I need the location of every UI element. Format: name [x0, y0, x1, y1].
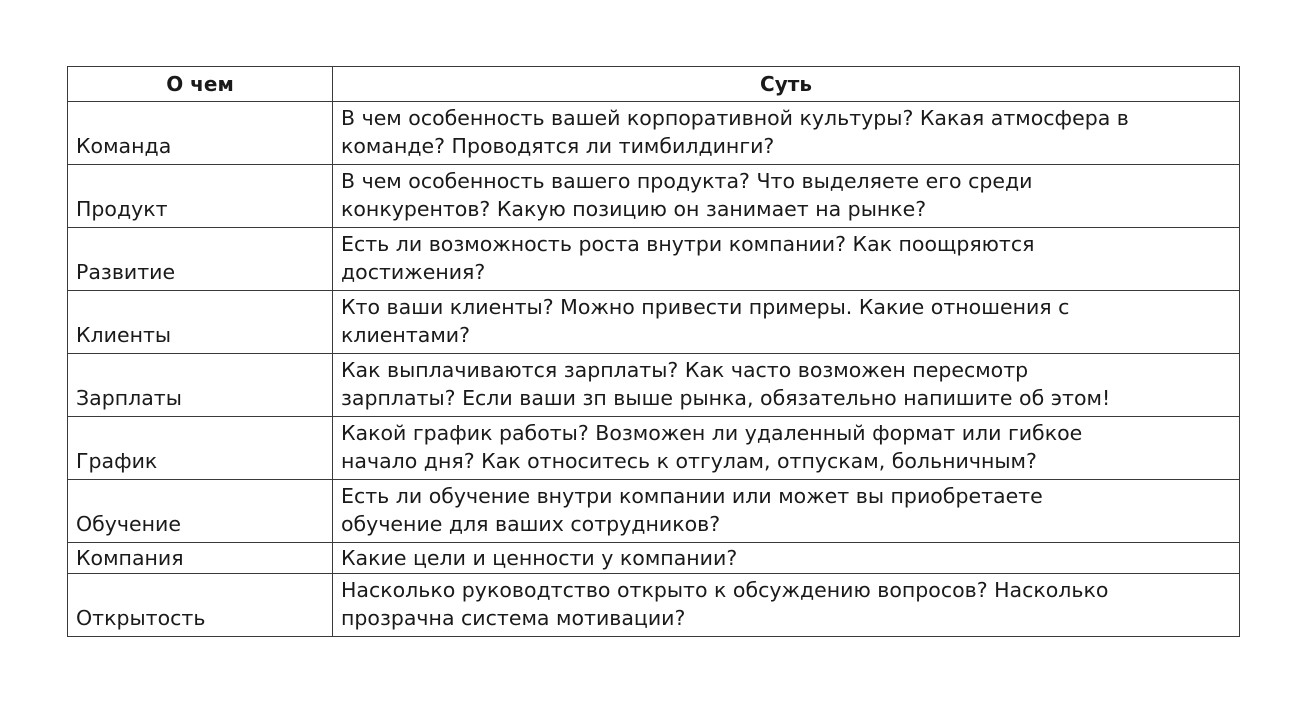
- topic-cell: Продукт: [68, 165, 333, 228]
- essence-cell: В чем особенность вашей корпоративной культуры? Какая атмосфера в команде? Проводятся ли тимбилдинги?: [333, 102, 1240, 165]
- table-header-row: [68, 67, 1240, 102]
- essence-cell: Кто ваши клиенты? Можно привести примеры. Какие отношения с клиентами?: [333, 291, 1240, 354]
- table-row: [68, 417, 1240, 480]
- topic-cell: Команда: [68, 102, 333, 165]
- table-row: [68, 574, 1240, 637]
- table-row: [68, 480, 1240, 543]
- header-essence: Суть: [333, 67, 1240, 102]
- topic-cell: Компания: [68, 543, 333, 574]
- table-row: [68, 354, 1240, 417]
- table-row: [68, 165, 1240, 228]
- table-row: [68, 102, 1240, 165]
- topic-cell: Клиенты: [68, 291, 333, 354]
- table-row: [68, 543, 1240, 574]
- topic-cell: Зарплаты: [68, 354, 333, 417]
- essence-cell: Какой график работы? Возможен ли удаленный формат или гибкое начало дня? Как относитесь к отгулам, отпускам, больничным?: [333, 417, 1240, 480]
- info-table-container: [67, 66, 1239, 637]
- topic-cell: График: [68, 417, 333, 480]
- info-table: [67, 66, 1240, 637]
- header-topic: О чем: [68, 67, 333, 102]
- essence-cell: Какие цели и ценности у компании?: [333, 543, 1240, 574]
- topic-cell: Развитие: [68, 228, 333, 291]
- table-row: [68, 228, 1240, 291]
- essence-cell: В чем особенность вашего продукта? Что выделяете его среди конкурентов? Какую позицию он занимает на рынке?: [333, 165, 1240, 228]
- topic-cell: Обучение: [68, 480, 333, 543]
- essence-cell: Есть ли возможность роста внутри компании? Как поощряются достижения?: [333, 228, 1240, 291]
- essence-cell: Есть ли обучение внутри компании или может вы приобретаете обучение для ваших сотрудников?: [333, 480, 1240, 543]
- topic-cell: Открытость: [68, 574, 333, 637]
- essence-cell: Насколько руководтство открыто к обсуждению вопросов? Насколько прозрачна система мотивации?: [333, 574, 1240, 637]
- table-row: [68, 291, 1240, 354]
- essence-cell: Как выплачиваются зарплаты? Как часто возможен пересмотр зарплаты? Если ваши зп выше рынка, обязательно напишите об этом!: [333, 354, 1240, 417]
